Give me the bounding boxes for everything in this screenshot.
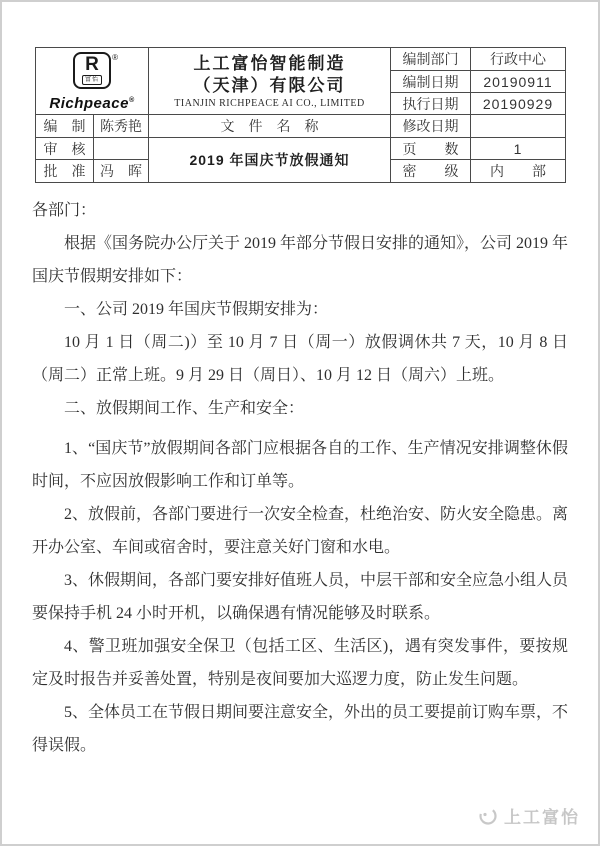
exec-date-label: 执行日期 <box>391 93 471 115</box>
body-paragraph: 二、放假期间工作、生产和安全： <box>64 400 305 417</box>
body-paragraph: 3、休假期间，各部门要安排好值班人员，中层干部和安全应急小组人员要保持手机 24 小时开机，以确保遇有情况能够及时联系。 <box>32 572 569 622</box>
created-date-label: 编制日期 <box>391 71 471 93</box>
doc-title: 2019 年国庆节放假通知 <box>149 138 391 183</box>
company-logo-cell <box>36 48 149 115</box>
page-count-value: 1 <box>471 138 566 160</box>
watermark <box>478 803 580 828</box>
reviewed-by-value <box>94 138 149 160</box>
document-header-table <box>35 47 566 183</box>
dept-label: 编制部门 <box>391 48 471 71</box>
modified-date-value <box>471 115 566 138</box>
logo-letter: R <box>85 54 99 75</box>
registered-mark-icon: ® <box>112 53 118 62</box>
body-paragraph: 4、警卫班加强安全保卫（包括工区、生活区)，遇有突发事件，要按规定及时报告并妥善处置，特别是夜间要加大巡逻力度，防止发生问题。 <box>32 638 568 688</box>
body-paragraph: 5、全体员工在节假日期间要注意安全，外出的员工要提前订购车票，不得误假。 <box>32 704 569 754</box>
brand-wordmark <box>38 92 146 112</box>
dept-value: 行政中心 <box>471 48 566 71</box>
richpeace-logo-icon <box>73 52 118 89</box>
page-count-label: 页 数 <box>391 138 471 160</box>
richpeace-watermark-icon <box>478 806 498 826</box>
watermark-text: 上工富怡 <box>504 808 580 827</box>
body-paragraph: 2、放假前，各部门要进行一次安全检查，杜绝治安、防火安全隐患。离开办公室、车间或宿舍时，要注意关好门窗和水电。 <box>32 506 569 556</box>
doc-name-label: 文 件 名 称 <box>149 115 391 138</box>
exec-date-value: 20190929 <box>471 93 566 115</box>
body-paragraph: 一、公司 2019 年国庆节假期安排为： <box>64 301 329 318</box>
approved-by-label: 批 准 <box>36 160 94 183</box>
prepared-by-label: 编 制 <box>36 115 94 138</box>
brand-name: Richpeace <box>49 95 129 112</box>
logo-caption: 富怡 <box>82 75 102 85</box>
prepared-by-value: 陈秀艳 <box>94 115 149 138</box>
body-paragraph: 根据《国务院办公厅关于 2019 年部分节假日安排的通知》，公司 2019 年国庆节假期安排如下： <box>32 235 569 285</box>
body-paragraph: 10 月 1 日（周二)）至 10 月 7 日（周一）放假调休共 7 天，10 月 8 日（周二）正常上班。9 月 29 日（周日）、10 月 12 日（周六）上班。 <box>32 334 568 384</box>
body-paragraph: 1、“国庆节”放假期间各部门应根据各自的工作、生产情况安排调整休假时间，不应因放假影响工作和订单等。 <box>32 440 568 490</box>
created-date-value: 20190911 <box>471 71 566 93</box>
reviewed-by-label: 审 核 <box>36 138 94 160</box>
modified-date-label: 修改日期 <box>391 115 471 138</box>
security-level-value: 内 部 <box>471 160 566 183</box>
registered-mark-icon: ® <box>128 97 135 104</box>
company-name-english: TIANJIN RICHPEACE AI CO., LIMITED <box>174 97 365 109</box>
company-name-cell <box>149 48 391 115</box>
page-content <box>2 2 598 762</box>
security-level-label: 密 级 <box>391 160 471 183</box>
approved-by-value: 冯 晖 <box>94 160 149 183</box>
company-name-line1: 上工富怡智能制造 <box>193 53 346 73</box>
company-name-line2: （天津）有限公司 <box>193 75 346 95</box>
salutation: 各部门： <box>32 202 97 219</box>
document-body <box>32 194 568 762</box>
